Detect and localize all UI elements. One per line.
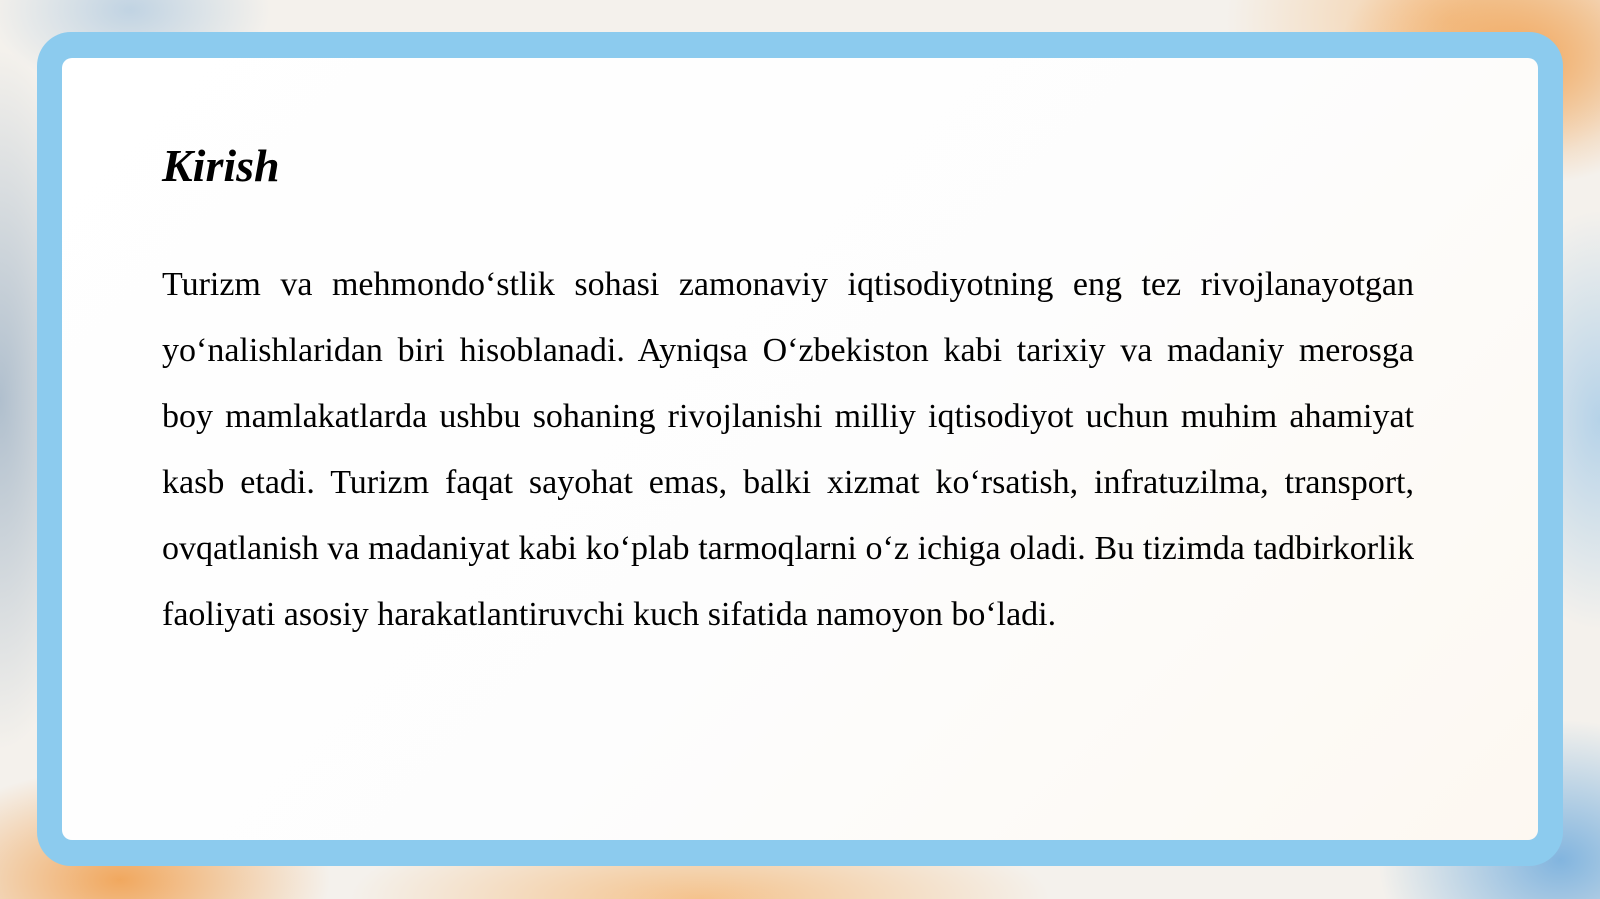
slide-body-text: Turizm va mehmondo‘stlik sohasi zamonaviy iqtisodiyotning eng tez rivojlanayotgan yo‘nalishlaridan biri hisoblanadi. Ayniqsa O‘zbekiston kabi tarixiy va madaniy merosga boy mamlakatlarda ushbu sohaning rivojlanishi milliy iqtisodiyot uchun muhim ahamiyat kasb etadi. Turizm faqat sayohat emas, balki xizmat ko‘rsatish, infratuzilma, transport, ovqatlanish va madaniyat kabi ko‘plab tarmoqlarni o‘z ichiga oladi. Bu tizimda tadbirkorlik faoliyati asosiy harakatlantiruvchi kuch sifatida namoyon bo‘ladi.	[162, 266, 1414, 633]
slide-title: Kirish	[162, 140, 280, 191]
